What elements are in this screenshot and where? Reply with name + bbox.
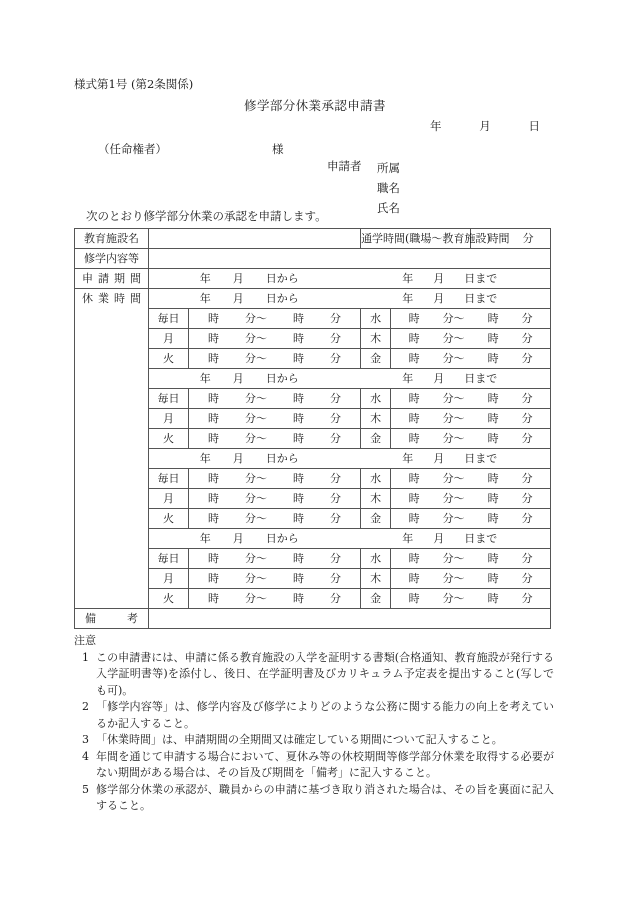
time-minute-from: 分～ — [245, 552, 268, 565]
date-line — [430, 118, 540, 134]
notes-list — [74, 650, 554, 815]
label-remarks — [75, 609, 149, 629]
label-char: 備 — [85, 612, 96, 625]
day-label-right: 金 — [361, 429, 391, 449]
applicant-field-name: 氏名 — [377, 201, 400, 215]
time-hour-end: 時 — [293, 572, 305, 585]
time-hour: 時 — [208, 512, 219, 525]
period-from — [149, 290, 350, 307]
period-to — [350, 290, 551, 307]
table-row-study-content — [75, 249, 551, 269]
time-hour: 時 — [208, 472, 219, 485]
label-char: 間 — [130, 272, 141, 285]
day-label-right: 木 — [361, 569, 391, 589]
time-minute-end: 分 — [521, 492, 533, 505]
note-number: 4 — [82, 749, 89, 763]
time-hour: 時 — [208, 352, 219, 365]
time-minute-from: 分～ — [442, 552, 465, 565]
time-minute-end: 分 — [330, 312, 342, 325]
time-hour-end: 時 — [293, 412, 305, 425]
time-minute-end: 分 — [521, 552, 533, 565]
period-token: 年 — [199, 532, 211, 545]
input-time-right[interactable] — [391, 349, 551, 369]
period-day-from: 日から — [265, 292, 299, 305]
day-label-right: 水 — [361, 549, 391, 569]
period-day-to: 日まで — [464, 272, 498, 285]
day-label-left: 火 — [149, 589, 189, 609]
note-text: 修学部分休業の承認が、職員からの申請に基づき取り消された場合は、その旨を裏面に記入すること。 — [96, 782, 554, 812]
time-hour: 時 — [408, 552, 420, 565]
table-row-remarks — [75, 609, 551, 629]
time-minute-from: 分～ — [442, 312, 465, 325]
applicant-label: 申請者 — [327, 159, 362, 173]
commute-unit-minute: 分 — [522, 232, 534, 245]
time-minute-from: 分～ — [245, 512, 268, 525]
time-hour-end: 時 — [293, 332, 305, 345]
time-hour: 時 — [408, 332, 420, 345]
input-study-content[interactable] — [149, 249, 551, 269]
note-text: この申請書には、申請に係る教育施設の入学を証明する書類(合格通知、教育施設が発行する入学証明書等)を添付し、後日、在学証明書及びカリキュラム予定表を提出すること(写しでも可)。 — [96, 650, 554, 697]
time-hour-end: 時 — [487, 512, 499, 525]
time-hour-end: 時 — [293, 472, 305, 485]
time-hour-end: 時 — [487, 472, 499, 485]
day-label-left: 毎日 — [149, 389, 189, 409]
input-time-right[interactable] — [391, 589, 551, 609]
label-application-period — [75, 269, 149, 289]
time-minute-end: 分 — [521, 392, 533, 405]
note-number: 3 — [82, 733, 89, 746]
period-to — [350, 450, 551, 467]
time-hour: 時 — [208, 492, 219, 505]
day-label-left: 火 — [149, 429, 189, 449]
input-time-left[interactable] — [189, 469, 361, 489]
time-hour-end: 時 — [487, 592, 499, 605]
day-label-left: 毎日 — [149, 469, 189, 489]
time-minute-from: 分～ — [442, 332, 465, 345]
time-minute-end: 分 — [521, 572, 533, 585]
period-year: 年 — [402, 272, 414, 285]
period-from — [149, 370, 350, 387]
note-item — [74, 650, 554, 700]
note-number: 2 — [82, 700, 89, 713]
note-text: 年間を通じて申請する場合において、夏休み等の休校期間等修学部分休業を取得する必要がない期間がある場合は、その旨及び期間を「備考」に記入すること。 — [96, 749, 554, 779]
period-month: 月 — [433, 272, 445, 285]
time-hour: 時 — [408, 492, 420, 505]
period-to — [350, 370, 551, 387]
date-day: 日 — [528, 119, 540, 133]
remarks-table — [74, 608, 551, 629]
label-char: 考 — [127, 612, 138, 625]
time-minute-end: 分 — [521, 472, 533, 485]
time-minute-end: 分 — [521, 432, 533, 445]
note-item — [74, 699, 554, 732]
time-hour: 時 — [408, 352, 420, 365]
input-application-period[interactable] — [149, 269, 551, 289]
label-study-content: 修学内容等 — [75, 249, 149, 269]
input-time-right[interactable] — [391, 409, 551, 429]
time-minute-from: 分～ — [245, 412, 268, 425]
time-hour-end: 時 — [293, 312, 305, 325]
period-from — [149, 270, 350, 287]
period-year: 年 — [199, 292, 211, 305]
time-minute-end: 分 — [330, 492, 342, 505]
time-hour-end: 時 — [487, 352, 499, 365]
time-hour-end: 時 — [487, 432, 499, 445]
note-text: 「修学内容等」は、修学内容及び修学によりどのような公務に関する能力の向上を考えているか記入すること。 — [96, 700, 554, 730]
input-time-right[interactable] — [391, 309, 551, 329]
date-month: 月 — [479, 119, 491, 133]
period-token: 年 — [402, 452, 414, 465]
time-minute-from: 分～ — [442, 392, 465, 405]
period-token: 日から — [265, 372, 299, 385]
time-minute-from: 分～ — [245, 432, 268, 445]
time-minute-end: 分 — [330, 512, 342, 525]
input-time-left[interactable] — [189, 489, 361, 509]
input-time-right[interactable] — [391, 549, 551, 569]
input-time-right[interactable] — [391, 569, 551, 589]
time-minute-end: 分 — [330, 572, 342, 585]
time-minute-end: 分 — [330, 352, 342, 365]
table-row-facility — [75, 229, 551, 249]
time-hour-end: 時 — [487, 412, 499, 425]
time-minute-from: 分～ — [245, 492, 268, 505]
time-minute-from: 分～ — [245, 332, 268, 345]
period-month: 月 — [433, 292, 445, 305]
period-token: 日まで — [464, 452, 498, 465]
day-label-left: 月 — [149, 569, 189, 589]
input-time-left[interactable] — [189, 509, 361, 529]
notes-title: 注意 — [74, 634, 96, 647]
input-schedule-period[interactable] — [149, 449, 551, 469]
time-hour-end: 時 — [487, 552, 499, 565]
time-minute-from: 分～ — [442, 512, 465, 525]
applicant-field-jobtitle: 職名 — [377, 181, 400, 195]
time-hour: 時 — [208, 332, 219, 345]
time-hour-end: 時 — [293, 492, 305, 505]
period-token: 年 — [199, 372, 211, 385]
input-time-left[interactable] — [189, 329, 361, 349]
time-minute-from: 分～ — [245, 312, 268, 325]
note-number: 1 — [82, 650, 89, 664]
period-from — [149, 530, 350, 547]
applicant-field-list — [377, 158, 400, 218]
input-time-right[interactable] — [391, 489, 551, 509]
time-hour-end: 時 — [293, 432, 305, 445]
time-minute-from: 分～ — [442, 572, 465, 585]
time-hour: 時 — [208, 432, 219, 445]
day-label-left: 月 — [149, 409, 189, 429]
time-hour: 時 — [208, 392, 219, 405]
form-number: 様式第1号 (第2条関係) — [74, 77, 194, 91]
commute-unit-hour: 時間 — [487, 232, 510, 245]
page-title: 修学部分休業承認申請書 — [244, 98, 386, 113]
input-schedule-period[interactable] — [149, 529, 551, 549]
applicant-field-affiliation: 所属 — [377, 161, 400, 175]
period-token: 年 — [199, 452, 211, 465]
day-label-right: 金 — [361, 349, 391, 369]
time-hour-end: 時 — [293, 592, 305, 605]
time-hour-end: 時 — [293, 352, 305, 365]
input-remarks[interactable] — [149, 609, 551, 629]
time-minute-end: 分 — [521, 332, 533, 345]
time-minute-from: 分～ — [442, 492, 465, 505]
period-to — [350, 270, 551, 287]
period-token: 日から — [265, 452, 299, 465]
input-time-left[interactable] — [189, 429, 361, 449]
label-char: 時 — [114, 292, 125, 305]
day-label-right: 木 — [361, 409, 391, 429]
day-label-right: 水 — [361, 469, 391, 489]
time-hour: 時 — [408, 592, 420, 605]
time-minute-from: 分～ — [245, 352, 268, 365]
label-char: 間 — [130, 292, 141, 305]
time-minute-from: 分～ — [245, 572, 268, 585]
time-hour: 時 — [408, 312, 420, 325]
time-minute-end: 分 — [521, 592, 533, 605]
note-item — [74, 732, 554, 749]
period-token: 月 — [433, 532, 445, 545]
time-minute-end: 分 — [330, 552, 342, 565]
period-year: 年 — [402, 292, 414, 305]
label-char: 休 — [82, 292, 93, 305]
time-hour: 時 — [208, 592, 219, 605]
input-time-left[interactable] — [189, 409, 361, 429]
input-time-right[interactable] — [391, 389, 551, 409]
input-time-right[interactable] — [391, 329, 551, 349]
label-char: 申 — [82, 272, 93, 285]
time-hour: 時 — [408, 432, 420, 445]
day-label-left: 月 — [149, 489, 189, 509]
input-time-right[interactable] — [391, 469, 551, 489]
input-time-left[interactable] — [189, 389, 361, 409]
time-minute-from: 分～ — [245, 592, 268, 605]
input-time-left[interactable] — [189, 309, 361, 329]
period-token: 月 — [232, 452, 244, 465]
time-hour-end: 時 — [293, 552, 305, 565]
time-hour: 時 — [208, 572, 219, 585]
time-minute-end: 分 — [521, 512, 533, 525]
time-hour: 時 — [208, 412, 219, 425]
time-minute-from: 分～ — [245, 392, 268, 405]
time-minute-from: 分～ — [442, 352, 465, 365]
period-month: 月 — [232, 272, 244, 285]
note-number: 5 — [82, 782, 89, 796]
day-label-left: 毎日 — [149, 549, 189, 569]
time-hour: 時 — [408, 512, 420, 525]
note-text: 「休業時間」は、申請期間の全期間又は確定している期間について記入すること。 — [96, 733, 503, 746]
period-token: 年 — [402, 372, 414, 385]
period-token: 月 — [232, 372, 244, 385]
period-token: 日まで — [464, 372, 498, 385]
input-time-left[interactable] — [189, 349, 361, 369]
period-token: 月 — [232, 532, 244, 545]
time-minute-from: 分～ — [442, 472, 465, 485]
time-minute-from: 分～ — [245, 472, 268, 485]
label-char: 業 — [98, 292, 109, 305]
time-hour-end: 時 — [487, 312, 499, 325]
day-label-left: 毎日 — [149, 309, 189, 329]
period-token: 月 — [433, 372, 445, 385]
date-year: 年 — [430, 119, 442, 133]
label-commute-time: 通学時間(職場～教育施設) — [361, 229, 471, 249]
day-label-right: 水 — [361, 389, 391, 409]
input-time-right[interactable] — [391, 429, 551, 449]
time-hour-end: 時 — [293, 392, 305, 405]
time-minute-end: 分 — [330, 472, 342, 485]
time-minute-end: 分 — [521, 352, 533, 365]
day-label-right: 木 — [361, 489, 391, 509]
time-hour-end: 時 — [487, 492, 499, 505]
time-hour: 時 — [408, 392, 420, 405]
input-time-left[interactable] — [189, 589, 361, 609]
time-minute-from: 分～ — [442, 432, 465, 445]
time-hour: 時 — [208, 312, 219, 325]
input-leave-period[interactable] — [149, 289, 551, 309]
period-token: 日まで — [464, 532, 498, 545]
period-token: 年 — [402, 532, 414, 545]
time-minute-end: 分 — [330, 432, 342, 445]
input-time-left[interactable] — [189, 569, 361, 589]
day-label-right: 木 — [361, 329, 391, 349]
time-minute-end: 分 — [330, 592, 342, 605]
time-minute-end: 分 — [330, 332, 342, 345]
time-hour-end: 時 — [487, 392, 499, 405]
time-hour: 時 — [208, 552, 219, 565]
application-table-body — [75, 229, 551, 609]
period-year: 年 — [199, 272, 211, 285]
note-item — [74, 749, 554, 782]
period-month: 月 — [232, 292, 244, 305]
time-minute-end: 分 — [521, 412, 533, 425]
day-label-right: 金 — [361, 509, 391, 529]
label-leave-hours — [75, 289, 149, 609]
time-hour: 時 — [408, 412, 420, 425]
time-minute-end: 分 — [521, 312, 533, 325]
period-to — [350, 530, 551, 547]
input-time-left[interactable] — [189, 549, 361, 569]
addressee-label: （任命権者） — [98, 142, 167, 156]
period-day-to: 日まで — [464, 292, 498, 305]
time-hour: 時 — [408, 472, 420, 485]
table-row-application-period — [75, 269, 551, 289]
note-item — [74, 782, 554, 815]
time-hour-end: 時 — [487, 572, 499, 585]
period-day-from: 日から — [265, 272, 299, 285]
day-label-right: 金 — [361, 589, 391, 609]
label-facility-name: 教育施設名 — [75, 229, 149, 249]
day-label-left: 火 — [149, 509, 189, 529]
label-char: 期 — [114, 272, 125, 285]
notes-section — [74, 633, 554, 815]
day-label-left: 火 — [149, 349, 189, 369]
time-minute-end: 分 — [330, 392, 342, 405]
input-schedule-period[interactable] — [149, 369, 551, 389]
time-minute-end: 分 — [330, 412, 342, 425]
day-label-left: 月 — [149, 329, 189, 349]
time-hour-end: 時 — [293, 512, 305, 525]
day-label-right: 水 — [361, 309, 391, 329]
intro-line: 次のとおり修学部分休業の承認を申請します。 — [86, 209, 327, 223]
input-time-right[interactable] — [391, 509, 551, 529]
period-token: 月 — [433, 452, 445, 465]
table-row-leave-hours-header — [75, 289, 551, 309]
period-from — [149, 450, 350, 467]
time-hour: 時 — [408, 572, 420, 585]
addressee-honorific: 様 — [272, 142, 284, 156]
time-hour-end: 時 — [487, 332, 499, 345]
input-facility-name[interactable] — [149, 229, 361, 249]
application-table — [74, 228, 551, 609]
label-char: 請 — [98, 272, 109, 285]
time-minute-from: 分～ — [442, 412, 465, 425]
time-minute-from: 分～ — [442, 592, 465, 605]
period-token: 日から — [265, 532, 299, 545]
